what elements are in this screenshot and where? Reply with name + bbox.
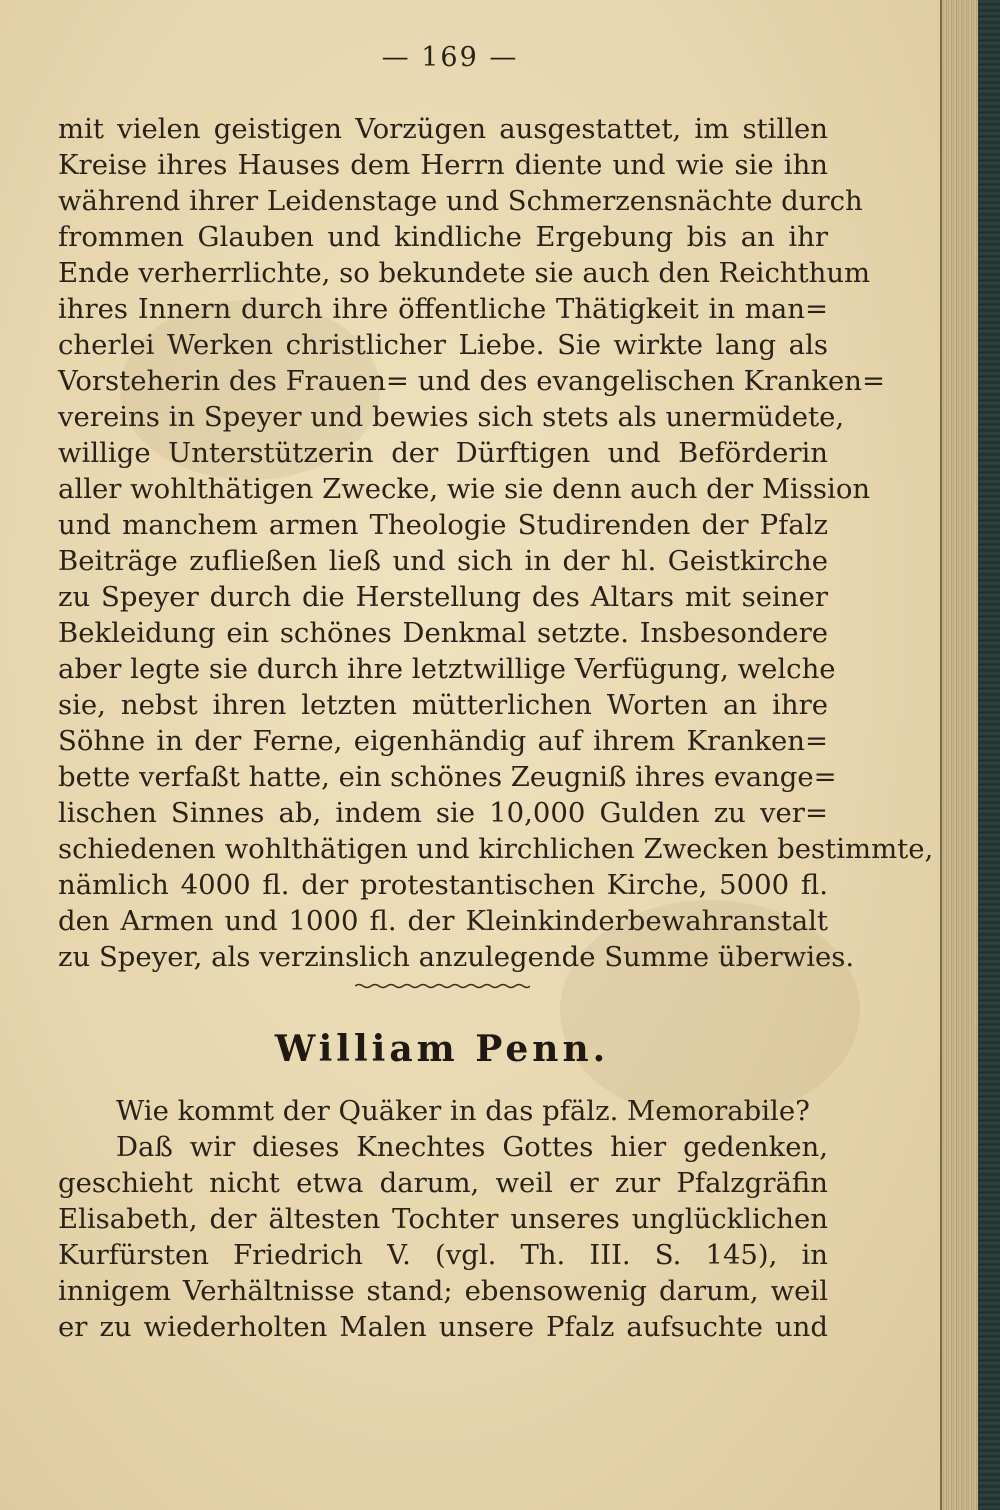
text-line: Kurfürsten Friedrich V. (vgl. Th. III. S. 145), in [58, 1239, 828, 1271]
section-heading: William Penn. [274, 1028, 610, 1070]
section-divider [355, 982, 530, 990]
text-line: frommen Glauben und kindliche Ergebung bis an ihr [58, 221, 828, 253]
text-line: lischen Sinnes ab, indem sie 10,000 Gulden zu ver= [58, 797, 828, 829]
text-line: mit vielen geistigen Vorzügen ausgestattet, im stillen [58, 113, 828, 145]
text-line: willige Unterstützerin der Dürftigen und Beförderin [58, 437, 828, 469]
text-line: vereins in Speyer und bewies sich stets als unermüdete, [58, 401, 845, 433]
text-line: zu Speyer durch die Herstellung des Altars mit seiner [58, 581, 828, 613]
text-line: er zu wiederholten Malen unsere Pfalz aufsuchte und [58, 1311, 828, 1343]
book-cover [978, 0, 1000, 1510]
page-number: — 169 — [381, 42, 519, 73]
text-line: aller wohlthätigen Zwecke, wie sie denn auch der Mission [58, 473, 871, 505]
text-line: sie, nebst ihren letzten mütterlichen Worten an ihre [58, 689, 828, 721]
text-line: innigem Verhältnisse stand; ebensowenig darum, weil [58, 1275, 828, 1307]
text-line: nämlich 4000 fl. der protestantischen Kirche, 5000 fl. [58, 869, 828, 901]
text-line: geschieht nicht etwa darum, weil er zur Pfalzgräfin [58, 1167, 828, 1199]
text-line: während ihrer Leidenstage und Schmerzensnächte durch [58, 185, 863, 217]
text-line: Söhne in der Ferne, eigenhändig auf ihrem Kranken= [58, 725, 828, 757]
text-line: zu Speyer, als verzinslich anzulegende Summe überwies. [58, 941, 855, 973]
text-line: bette verfaßt hatte, ein schönes Zeugniß ihres evange= [58, 761, 837, 793]
text-line: Bekleidung ein schönes Denkmal setzte. Insbesondere [58, 617, 828, 649]
text-line: und manchem armen Theologie Studirenden der Pfalz [58, 509, 828, 541]
text-line: den Armen und 1000 fl. der Kleinkinderbewahranstalt [58, 905, 828, 937]
text-line: Kreise ihres Hauses dem Herrn diente und wie sie ihn [58, 149, 828, 181]
text-line: aber legte sie durch ihre letztwillige Verfügung, welche [58, 653, 836, 685]
text-line: ihres Innern durch ihre öffentliche Thätigkeit in man= [58, 293, 828, 325]
text-line: Daß wir dieses Knechtes Gottes hier gedenken, [116, 1131, 828, 1163]
text-line: schiedenen wohlthätigen und kirchlichen Zwecken bestimmte, [58, 833, 934, 865]
text-line: Vorsteherin des Frauen= und des evangelischen Kranken= [58, 365, 886, 397]
text-line: cherlei Werken christlicher Liebe. Sie wirkte lang als [58, 329, 828, 361]
text-line: Elisabeth, der ältesten Tochter unseres unglücklichen [58, 1203, 828, 1235]
page-edges [940, 0, 982, 1510]
text-line: Beiträge zufließen ließ und sich in der hl. Geistkirche [58, 545, 828, 577]
text-line: Wie kommt der Quäker in das pfälz. Memorabile? [116, 1095, 810, 1127]
text-line: Ende verherrlichte, so bekundete sie auch den Reichthum [58, 257, 871, 289]
